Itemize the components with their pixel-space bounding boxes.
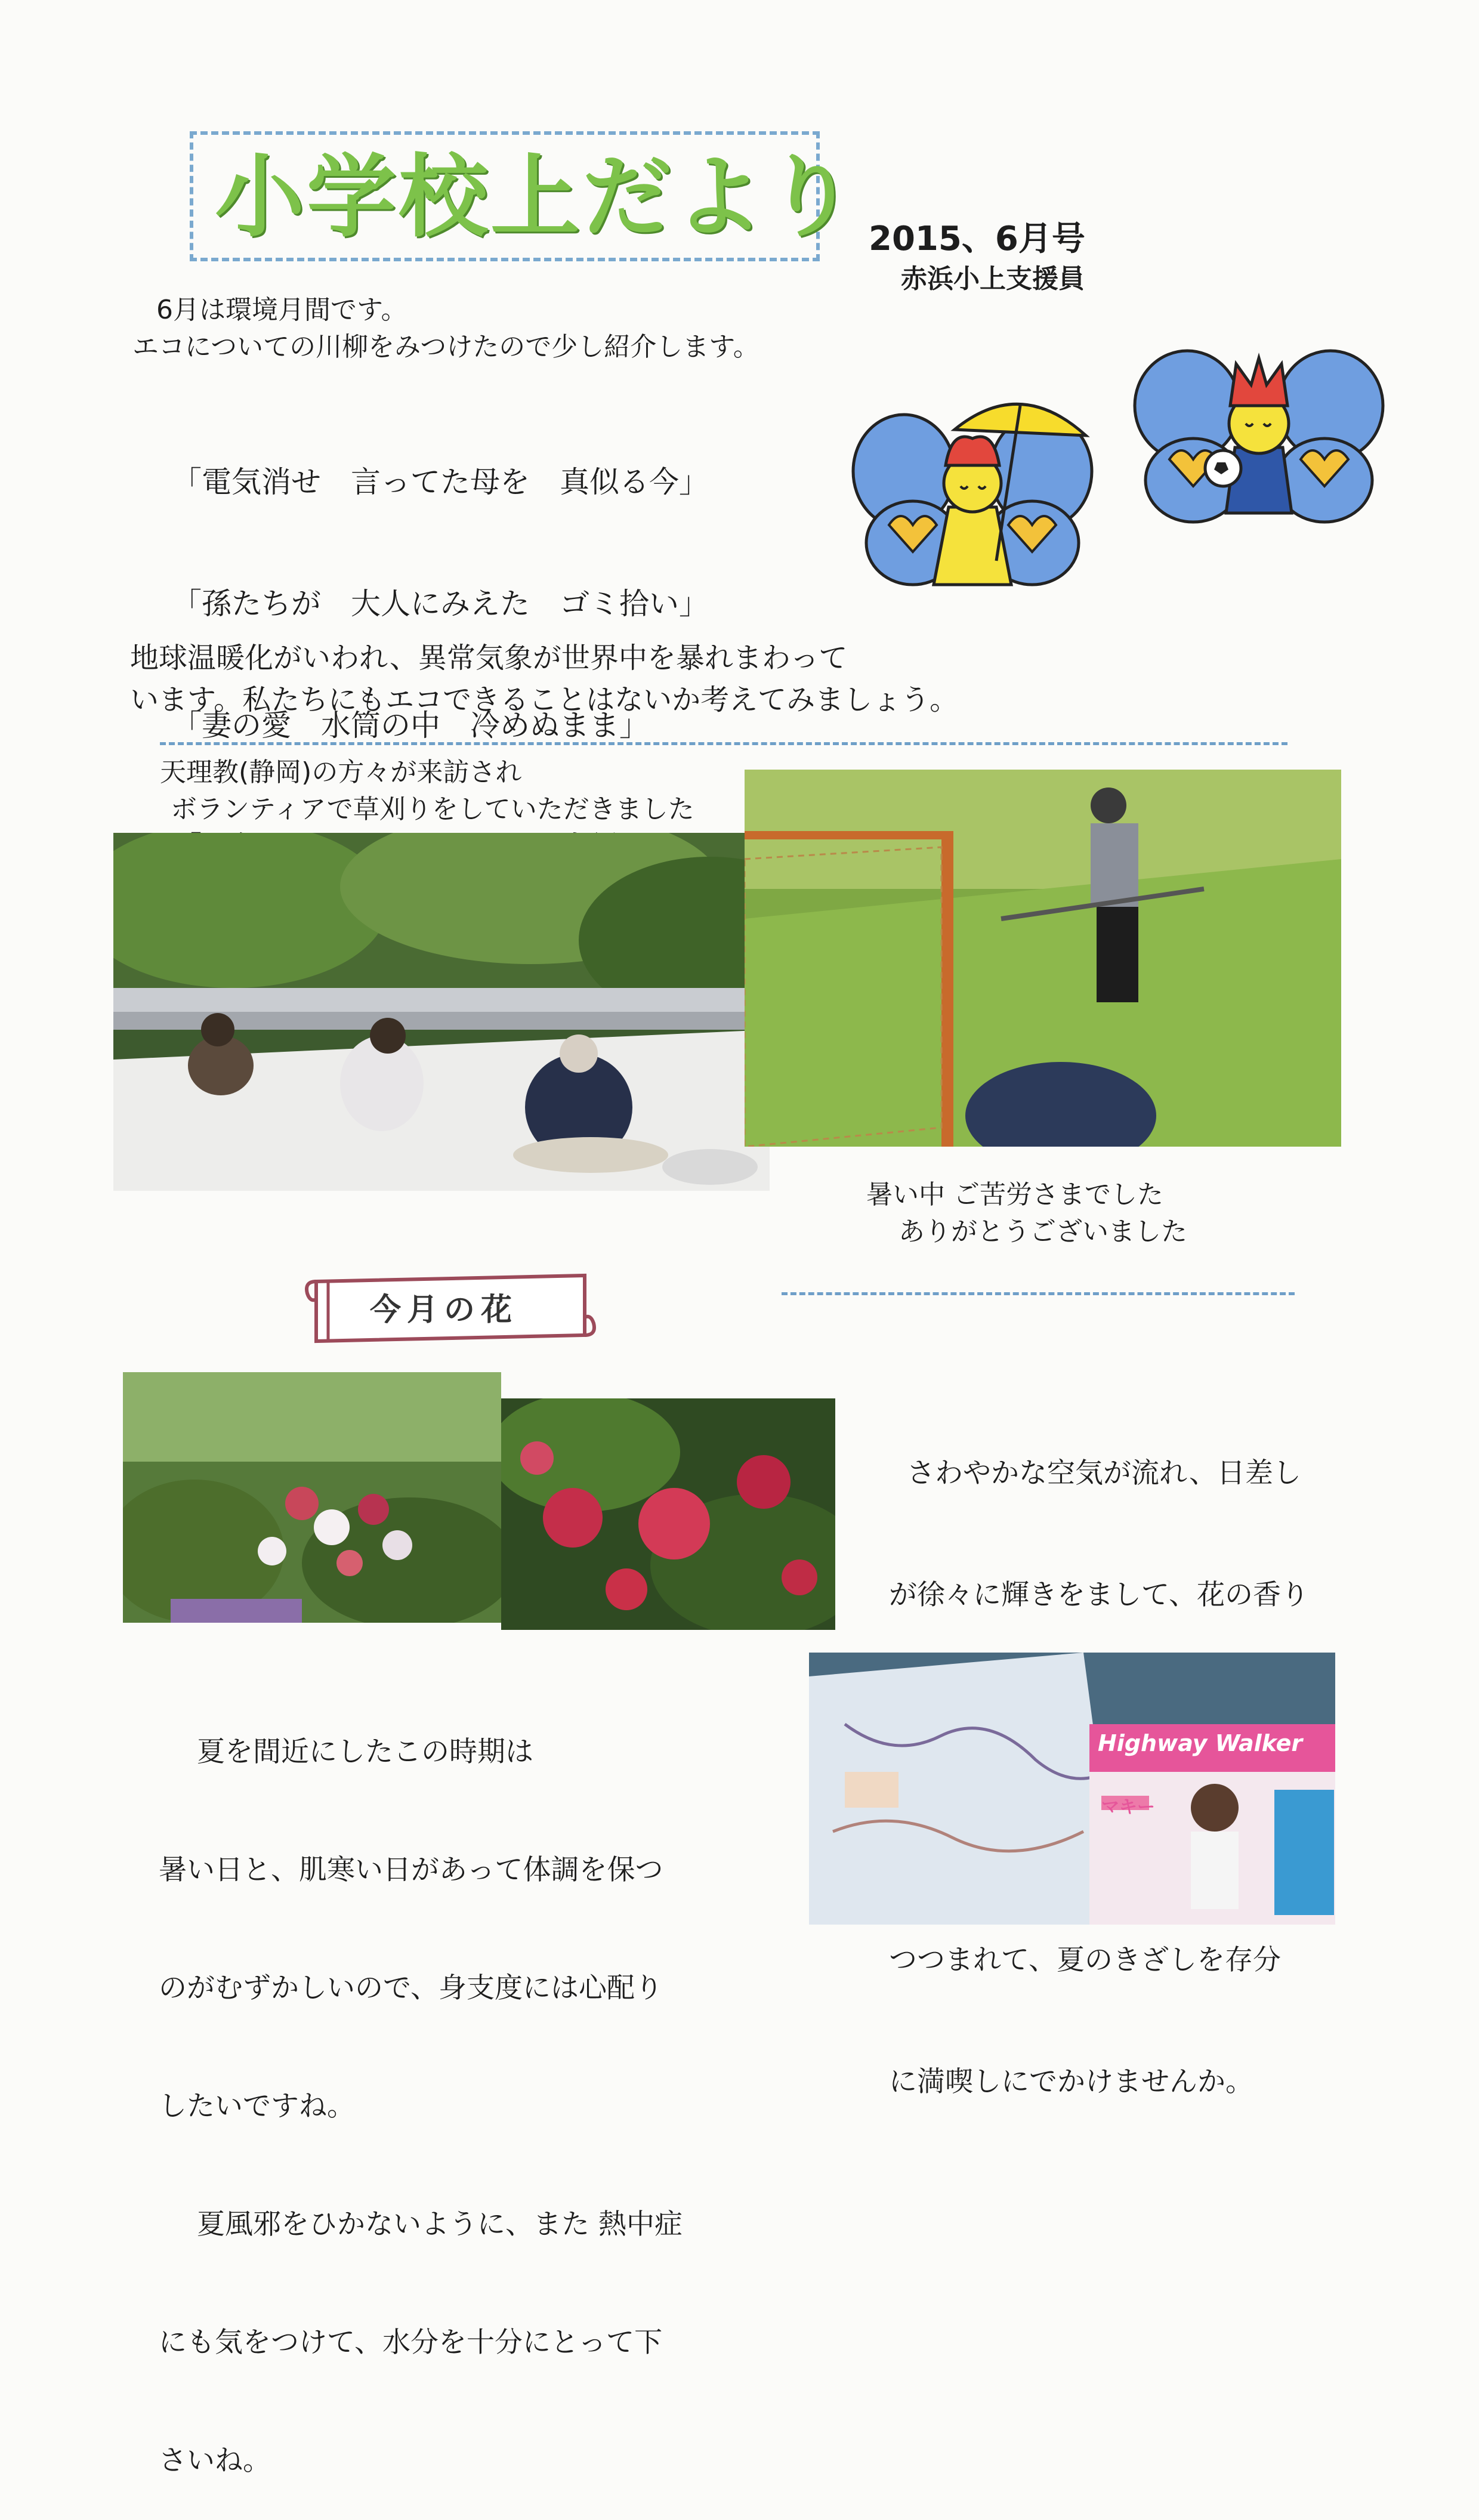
global-warming-line-2: います。私たちにもエコできることはないか考えてみましょう。 <box>130 683 959 717</box>
magazine-and-map-photo <box>809 1653 1335 1925</box>
section-divider <box>160 742 1287 745</box>
season-line: に満喫しにでかけませんか。 <box>889 2065 1253 2098</box>
volunteer-caption <box>160 754 694 828</box>
newsletter-title: 小学校上だより <box>215 146 859 249</box>
intro-line-2: エコについての川柳をみつけたので少し紹介します。 <box>132 332 759 362</box>
author: 赤浜小上支援員 <box>901 264 1085 294</box>
volunteer-caption-line-1: 天理教(静岡)の方々が来訪され <box>160 757 522 788</box>
red-roses-closeup-photo <box>501 1398 835 1630</box>
season-line: さわやかな空気が流れ、日差し <box>907 1457 1301 1490</box>
volunteer-caption-line-2: ボランティアで草刈りをしていただきました <box>171 794 694 824</box>
senryu-item: 「電気消せ 言ってた母を 真似る今」 <box>172 465 709 499</box>
senryu-item: 「孫たちが 大人にみえた ゴミ拾い」 <box>172 586 709 621</box>
volunteer-roadside-photo <box>113 833 770 1191</box>
summer-advice-line: したいですね。 <box>159 2090 355 2123</box>
season-line: が徐々に輝きをまして、花の香り <box>889 1579 1310 1611</box>
intro-line-1: 6月は環境月間です。 <box>156 295 407 325</box>
volunteer-slope-mowing-photo <box>745 770 1341 1147</box>
summer-advice-line: 夏を間近にしたこの時期は <box>197 1735 533 1768</box>
thanks-message <box>866 1176 1187 1250</box>
senryu-item: 「妻の愛 水筒の中 冷めぬまま」 <box>172 708 649 743</box>
mascot-umbrella-illustration <box>847 382 1098 609</box>
magazine-name-tag: マキー <box>1101 1797 1155 1818</box>
summer-advice-line: のがむずかしいので、身支度には心配り <box>159 1972 663 2005</box>
summer-advice-paragraph <box>159 1654 683 2520</box>
summer-advice-line: 暑い日と、肌寒い日があって体調を保つ <box>159 1854 663 1886</box>
issue-date: 2015、6月号 <box>869 220 1085 258</box>
thanks-line-1: 暑い中 ご苦労さまでした <box>866 1179 1163 1210</box>
section-divider <box>782 1292 1295 1295</box>
global-warming-paragraph <box>130 637 958 721</box>
thanks-line-2: ありがとうございました <box>898 1216 1187 1247</box>
summer-advice-line: にも気をつけて、水分を十分にとって下 <box>159 2326 663 2359</box>
mascot-soccer-illustration <box>1128 334 1390 537</box>
magazine-title: Highway Walker <box>1098 1730 1303 1756</box>
summer-advice-line: さいね。 <box>159 2444 271 2477</box>
banner-title: 今月の花 <box>370 1292 518 1328</box>
garden-roses-photo <box>123 1372 501 1623</box>
summer-advice-line: 夏風邪をひかないように、また 熱中症 <box>197 2208 683 2241</box>
global-warming-line-1: 地球温暖化がいわれ、異常気象が世界中を暴れまわって <box>130 641 848 675</box>
season-line: つつまれて、夏のきざしを存分 <box>889 1944 1282 1977</box>
